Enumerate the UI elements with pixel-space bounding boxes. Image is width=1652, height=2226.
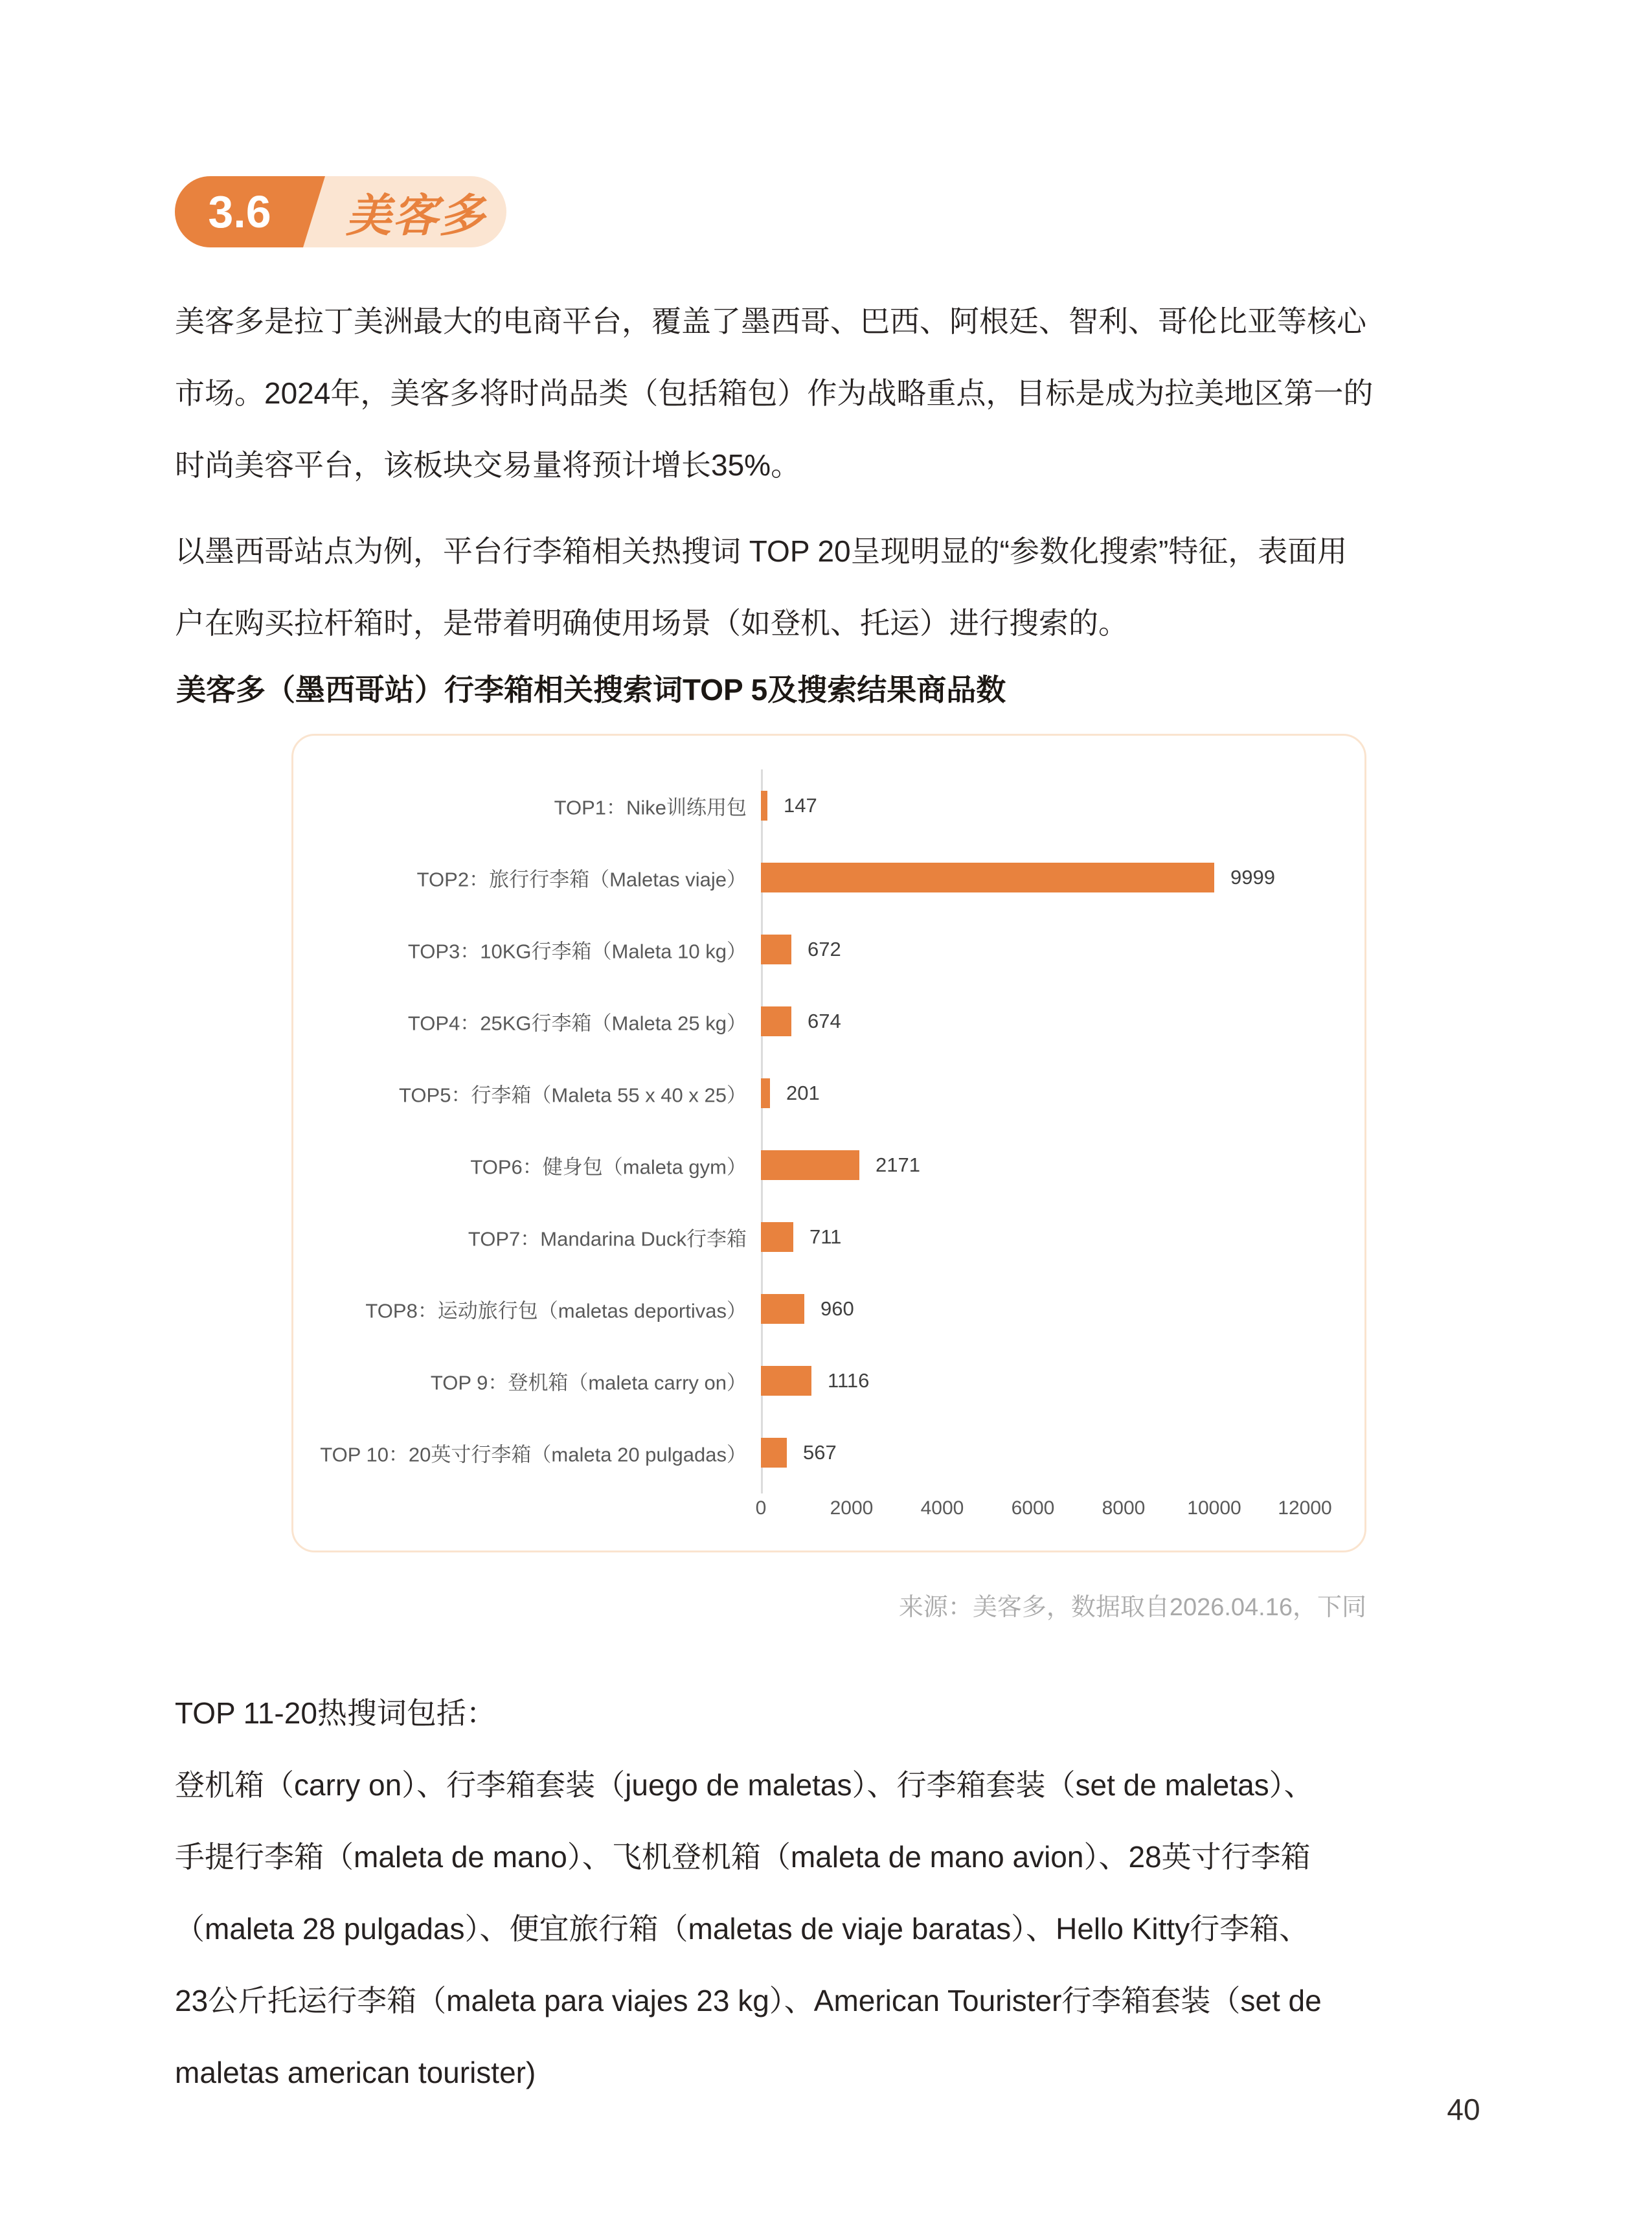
x-axis-tick-label: 4000 [920, 1497, 964, 1519]
x-axis-tick-label: 0 [755, 1497, 767, 1519]
bar-value-label: 147 [784, 794, 817, 817]
intro-line-1: 美客多是拉丁美洲最大的电商平台，覆盖了墨西哥、巴西、阿根廷、智利、哥伦比亚等核心 [175, 304, 1366, 338]
bar-value-label: 201 [786, 1082, 820, 1104]
bar [761, 1150, 859, 1180]
search-paragraph [175, 516, 1483, 659]
bar-value-label: 711 [809, 1225, 842, 1248]
x-axis-tick-label: 8000 [1102, 1497, 1146, 1519]
intro-paragraph [175, 286, 1483, 501]
bar-category-label: TOP2：旅行行李箱（Maletas viaje） [416, 868, 747, 891]
bar-category-label: TOP4：25KG行李箱（Maleta 25 kg） [407, 1012, 747, 1035]
bar-value-label: 960 [820, 1297, 854, 1320]
bar-value-label: 674 [808, 1010, 841, 1032]
bar-category-label: TOP5：行李箱（Maleta 55 x 40 x 25） [399, 1084, 747, 1107]
bottom-line-4: （maleta 28 pulgadas）、便宜旅行箱（maletas de viaje baratas）、Hello Kitty行李箱、 [175, 1912, 1309, 1946]
bar-value-label: 9999 [1230, 866, 1275, 889]
x-axis-tick-label: 6000 [1011, 1497, 1055, 1519]
bottom-line-1: TOP 11-20热搜词包括： [175, 1696, 496, 1730]
section-badge [175, 176, 506, 247]
bar [761, 1006, 791, 1036]
bar-value-label: 567 [803, 1441, 837, 1464]
bar [761, 1078, 770, 1108]
bar-chart-plot [293, 736, 1364, 1550]
bottom-line-6: maletas american tourister) [175, 2056, 536, 2089]
chart-title: 美客多（墨西哥站）行李箱相关搜索词TOP 5及搜索结果商品数 [176, 673, 1006, 707]
bar [761, 1366, 811, 1396]
intro-line-3: 时尚美容平台，该板块交易量将预计增长35%。 [175, 448, 801, 482]
chart-source-note: 来源：美客多，数据取自2026.04.16，下同 [898, 1594, 1366, 1621]
bar-value-label: 1116 [828, 1369, 870, 1392]
bar-value-label: 2171 [876, 1153, 920, 1176]
intro-line-2: 市场。2024年，美客多将时尚品类（包括箱包）作为战略重点，目标是成为拉美地区第一的 [175, 376, 1374, 410]
bar [761, 1294, 804, 1324]
bar [761, 863, 1214, 892]
x-axis-tick-label: 2000 [830, 1497, 874, 1519]
bar-category-label: TOP 9：登机箱（maleta carry on） [430, 1371, 747, 1394]
bar-category-label: TOP1：Nike训练用包 [554, 796, 747, 819]
top11-20-paragraph [175, 1677, 1489, 2109]
bottom-line-5: 23公斤托运行李箱（maleta para viajes 23 kg）、American Tourister行李箱套装（set de [175, 1984, 1322, 2017]
bar-category-label: TOP6：健身包（maleta gym） [470, 1155, 747, 1179]
search-line-1: 以墨西哥站点为例，平台行李箱相关热搜词 TOP 20呈现明显的“参数化搜索”特征，表面用 [175, 534, 1348, 568]
bar [761, 1222, 793, 1252]
bar-category-label: TOP 10：20英寸行李箱（maleta 20 pulgadas） [320, 1443, 747, 1466]
page-number: 40 [1447, 2093, 1480, 2126]
chart-card [291, 734, 1366, 1552]
x-axis-tick-label: 10000 [1187, 1497, 1241, 1519]
bar [761, 935, 791, 964]
bar-category-label: TOP8：运动旅行包（maletas deportivas） [365, 1299, 747, 1323]
section-title: 美客多 [346, 190, 486, 241]
section-number: 3.6 [208, 187, 271, 237]
bar [761, 1438, 787, 1468]
search-line-2: 户在购买拉杆箱时，是带着明确使用场景（如登机、托运）进行搜索的。 [175, 606, 1128, 640]
bottom-line-2: 登机箱（carry on）、行李箱套装（juego de maletas）、行李箱套装（set de maletas）、 [175, 1768, 1314, 1802]
bar-value-label: 672 [808, 938, 841, 960]
bar-category-label: TOP7：Mandarina Duck行李箱 [468, 1227, 747, 1251]
x-axis-tick-label: 12000 [1278, 1497, 1332, 1519]
bar [761, 791, 767, 821]
bottom-line-3: 手提行李箱（maleta de mano）、飞机登机箱（maleta de mano avion）、28英寸行李箱 [175, 1840, 1311, 1874]
bar-category-label: TOP3：10KG行李箱（Maleta 10 kg） [407, 940, 747, 963]
